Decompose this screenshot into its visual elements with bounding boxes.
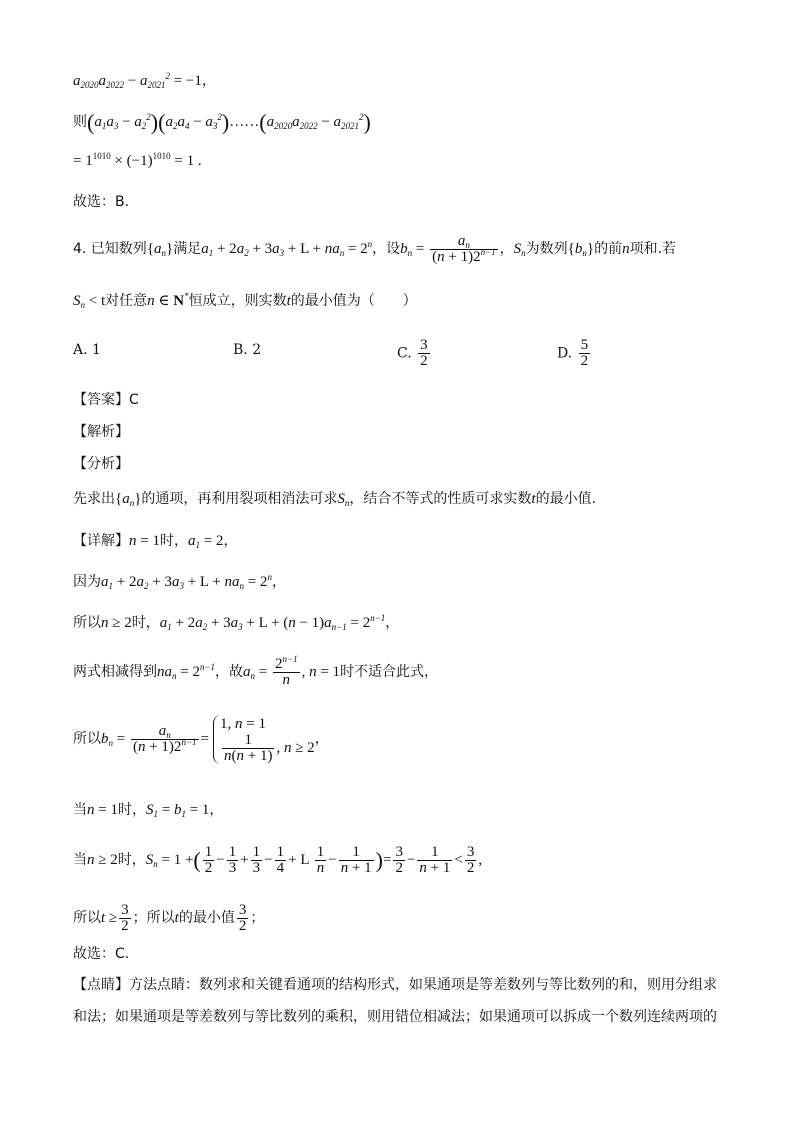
detail-line-5: 所以$b_n$ = $\frac{a_n}{(n + 1)2^{n-1}}$ = 1, n = 1 $\frac{1}{n(n + 1)}$ , n ≥ 2 ， [73,716,329,764]
option-b: B. 2 [233,342,262,358]
fenxi-heading: 【分析】 [73,456,129,472]
tip-line-2: 和法；如果通项是等差数列与等比数列的乘积，则用错位相减法；如果通项可以拆成一个数列连续两项的 [73,1009,717,1025]
intro-equation-2-lead: 则 [73,114,87,130]
intro-equation-2: 则$(a_1a_3 - a_2^2)(a_2a_4$ − $a_3^2)\dots\dots(a_{2020}a_{2022} - a_{2021}^2)$ [73,109,371,135]
option-d: D. $\frac{5}{2}$ [557,337,589,369]
question-line-1: 4. 已知数列$\{a_n\}$满足$a_1 + 2a_2 + 3a_3 + L + na_n = 2^n$，设$b_n$ = $\frac{a_n}{(n + 1)2^{n-1}}$ ，$S_n$为数列$\{b_n\}$的前n项和.若 [73,233,677,265]
detail-line-8: 所以t ≥ $\frac{3}{2}$ ；所以t的最小值 $\frac{3}{2}$ ； [73,902,265,934]
question-line-2: $S_n < t$对任意n ∈ N*恒成立，则实数t的最小值为（ ） [73,291,417,310]
detail-line-1: 【详解】n = 1时，$a_1 = 2$， [73,533,238,550]
detail-line-3: 所以n ≥ 2时，$a_1 + 2a_2 + 3a_3 + L + (n - 1)a_{n-1} = 2^{n-1}$， [73,613,400,632]
intro-equation-1: $a_{2020}a_{2022} - a_{2021}^2 = -1$， [73,71,216,90]
intro-choose-b: 故选：B. [73,194,130,210]
detail-line-4: 两式相减得到$na_n = 2^{n-1}$，故$a_n$ = $\frac{2^{n-1}}{n}$ , n = 1时不适合此式， [73,654,439,688]
answer-line: 【答案】C [73,392,139,408]
intro-equation-1-tail: ， [201,73,216,89]
analysis-text: 先求出$\{a_n\}$的通项，再利用裂项相消法可求$S_n$，结合不等式的性质可求实数t的最小值. [73,491,597,508]
choose-c: 故选：C. [73,946,130,962]
detail-line-6: 当n = 1时，$S_1 = b_1 = 1$， [73,802,224,819]
intro-equation-3: = $1^{1010} \times (-1)^{1010} = 1$ . [73,151,202,169]
detail-line-2: 因为$a_1 + 2a_2 + 3a_3 + L + na_n = 2^n$， [73,572,286,591]
question-number: 4. 已知数列 [73,240,147,257]
jiexi-heading: 【解析】 [73,424,129,440]
option-a: A. 1 [73,342,101,358]
detail-line-7: 当n ≥ 2时，$S_n = 1$ +( $\frac{1}{2}$ − $\frac{1}{3}$ + $\frac{1}{3}$ − $\frac{1}{4}$ + L $\frac{1}{n}$ − $\frac{1}{n + 1}$ )= $\frac{3}{2}$ − $\frac{1}{n + 1}$ < $\frac{3}{2}$ , [73,844,483,876]
option-c: C. $\frac{3}{2}$ [397,337,428,369]
tip-line-1: 【点睛】方法点睛：数列求和关键看通项的结构形式，如果通项是等差数列与等比数列的和，则用分组求 [73,977,717,993]
